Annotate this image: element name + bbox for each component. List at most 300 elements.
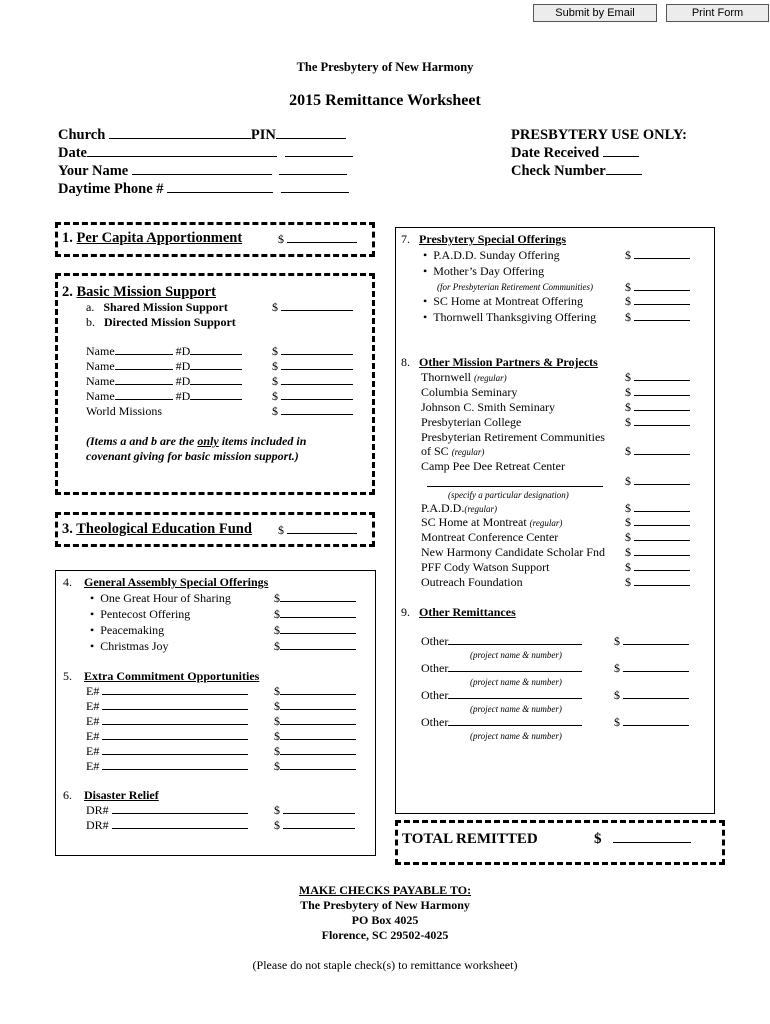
section-9-number: 9. [401, 605, 410, 619]
dollar-sign: $ [625, 415, 631, 429]
padd-amount[interactable] [625, 501, 690, 516]
d-field[interactable] [190, 344, 242, 355]
amount-field[interactable] [281, 389, 353, 400]
section-1-heading [62, 231, 242, 246]
name-row [86, 389, 242, 404]
covenant-note-line-1 [86, 434, 306, 449]
section-3-number: 3. [62, 521, 73, 537]
designation-field[interactable] [427, 476, 603, 487]
dollar-sign: $ [614, 688, 620, 702]
submit-by-email-label: Submit by Email [555, 7, 635, 19]
d-label: #D [175, 374, 191, 388]
name-row [86, 374, 242, 389]
organization-name: The Presbytery of New Harmony [296, 60, 474, 74]
sc-home-row [421, 515, 562, 531]
amount-field[interactable] [287, 232, 357, 243]
dollar-sign: $ [625, 560, 631, 574]
name-field[interactable] [115, 389, 173, 400]
page-title: 2015 Remittance Worksheet [289, 92, 481, 109]
ga-offering-item: • Christmas Joy [90, 639, 169, 653]
pin-field[interactable] [276, 128, 346, 139]
section-1-amount[interactable] [278, 232, 357, 247]
date-received-label: Date Received [511, 145, 600, 161]
dollar-sign: $ [278, 523, 284, 537]
print-form-label: Print Form [691, 7, 744, 19]
directed-mission-label: Directed Mission Support [104, 315, 236, 329]
section-6-heading [63, 788, 159, 803]
dollar-sign: $ [614, 661, 620, 675]
dollar-sign: $ [625, 575, 631, 589]
section-6-number: 6. [63, 788, 72, 802]
name-field[interactable] [115, 374, 173, 385]
submit-by-email-button[interactable] [533, 4, 657, 22]
section-3-title: Theological Education Fund [76, 521, 252, 537]
padd-label: P.A.D.D. [421, 501, 465, 515]
section-4-heading [63, 575, 268, 590]
retirement-amount[interactable] [625, 444, 690, 459]
payable-box: PO Box 4025 [351, 913, 419, 927]
date-label: Date [58, 145, 87, 161]
padd-offering-label: P.A.D.D. Sunday Offering [433, 248, 560, 262]
amount-field[interactable] [634, 501, 690, 512]
e-amount[interactable] [274, 744, 356, 759]
section-5-title: Extra Commitment Opportunities [84, 669, 260, 683]
name-label: Name [86, 359, 115, 373]
other-field[interactable] [448, 634, 582, 645]
dollar-sign: $ [274, 759, 280, 773]
e-amount[interactable] [274, 684, 356, 699]
e-field[interactable] [102, 684, 248, 695]
section-8-number: 8. [401, 355, 410, 369]
note-text: items included in [218, 434, 307, 448]
amount-field[interactable] [634, 310, 690, 321]
note-text: (Items a and b are the [86, 434, 198, 448]
other-label: Other [421, 634, 449, 648]
amount-field[interactable] [280, 684, 356, 695]
other-amount[interactable] [614, 688, 689, 703]
d-label: #D [175, 344, 191, 358]
your-name-row [58, 162, 353, 180]
mothers-day-note: (for Presbyterian Retirement Communities) [437, 282, 594, 292]
dollar-sign: $ [614, 715, 620, 729]
section-7-number: 7. [401, 232, 410, 246]
world-missions-label: World Missions [86, 404, 163, 418]
other-amount[interactable] [614, 661, 689, 676]
dollar-sign: $ [274, 818, 280, 832]
specify-note: (specify a particular designation) [448, 490, 569, 500]
amount-field[interactable] [281, 359, 353, 370]
project-note: (project name & number) [470, 677, 562, 687]
regular-note: (regular) [464, 504, 498, 514]
dollar-sign: $ [272, 404, 278, 418]
shared-mission-amount[interactable] [272, 300, 353, 315]
amount-field[interactable] [634, 294, 690, 305]
amount-field[interactable] [634, 545, 690, 556]
padd-offering-row: • P.A.D.D. Sunday Offering [423, 248, 560, 262]
e-label: E# [86, 684, 100, 698]
daytime-phone-label: Daytime Phone # [58, 181, 164, 197]
payable-name: The Presbytery of New Harmony [300, 898, 470, 912]
other-row [421, 688, 582, 703]
pin-label: PIN [250, 127, 276, 143]
amount-field[interactable] [280, 744, 356, 755]
amount-field[interactable] [623, 661, 689, 672]
section-5-number: 5. [63, 669, 72, 683]
e-row [86, 729, 248, 744]
e-label: E# [86, 744, 100, 758]
padd-offering-amount[interactable] [625, 248, 690, 263]
amount-field[interactable] [634, 530, 690, 541]
staple-note: (Please do not staple check(s) to remittance worksheet) [252, 958, 518, 972]
candidate-amount[interactable] [625, 545, 690, 560]
amount-field[interactable] [280, 639, 356, 650]
dollar-sign: $ [272, 344, 278, 358]
your-name-field[interactable] [132, 164, 272, 175]
columbia-label: Columbia Seminary [421, 385, 518, 399]
dollar-sign: $ [274, 639, 280, 653]
e-amount[interactable] [274, 699, 356, 714]
e-field[interactable] [102, 714, 248, 725]
of-sc-row [421, 444, 484, 460]
name-row [86, 359, 242, 374]
dollar-sign: $ [274, 607, 280, 621]
outreach-amount[interactable] [625, 575, 690, 590]
amount-field[interactable] [287, 523, 357, 534]
amount-field[interactable] [280, 699, 356, 710]
e-field[interactable] [102, 699, 248, 710]
other-row [421, 661, 582, 676]
dollar-sign: $ [274, 744, 280, 758]
amount-field[interactable] [623, 634, 689, 645]
dollar-sign: $ [272, 359, 278, 373]
sc-home-amount[interactable] [625, 515, 690, 530]
presbyterian-college-label: Presbyterian College [421, 415, 522, 429]
amount-field[interactable] [283, 803, 355, 814]
section-1-number: 1. [62, 230, 73, 246]
outreach-label: Outreach Foundation [421, 575, 523, 589]
e-row [86, 714, 248, 729]
item-a-label: a. [86, 300, 95, 314]
covenant-note-line-2: covenant giving for basic mission support.) [86, 449, 299, 463]
section-9-title: Other Remittances [419, 605, 516, 619]
dollar-sign: $ [274, 623, 280, 637]
date-row [58, 144, 353, 162]
section-8-heading [401, 355, 598, 370]
presbytery-use-block [511, 126, 687, 180]
e-amount[interactable] [274, 729, 356, 744]
date-received-field[interactable] [603, 146, 639, 157]
amount-field[interactable] [634, 400, 690, 411]
regular-note: (regular) [451, 447, 485, 457]
d-label: #D [175, 389, 191, 403]
d-field[interactable] [190, 389, 242, 400]
johnson-amount[interactable] [625, 400, 690, 415]
other-row [421, 634, 582, 649]
d-field[interactable] [190, 374, 242, 385]
daytime-phone-row [58, 180, 353, 198]
dollar-sign: $ [625, 294, 631, 308]
project-note: (project name & number) [470, 731, 562, 741]
your-name-label: Your Name [58, 163, 129, 179]
other-amount[interactable] [614, 634, 689, 649]
section-4-title: General Assembly Special Offerings [84, 575, 269, 589]
name-label: Name [86, 344, 115, 358]
dollar-sign: $ [274, 684, 280, 698]
item-b-label: b. [86, 315, 95, 329]
ga-amount[interactable] [274, 623, 356, 638]
amount-field[interactable] [281, 344, 353, 355]
amount-field[interactable] [623, 715, 689, 726]
other-field[interactable] [448, 715, 582, 726]
amount-field[interactable] [634, 280, 690, 291]
amount-field[interactable] [634, 385, 690, 396]
amount-field[interactable] [280, 759, 356, 770]
project-note: (project name & number) [470, 650, 562, 660]
mothers-day-amount[interactable] [625, 280, 690, 295]
dollar-sign: $ [594, 831, 602, 847]
ga-offering-item: • One Great Hour of Sharing [90, 591, 231, 605]
amount-field[interactable] [634, 248, 690, 259]
section-3-heading [62, 522, 252, 537]
shared-mission-row [86, 300, 228, 315]
thornwell-offering-row: • Thornwell Thanksgiving Offering [423, 310, 597, 324]
dollar-sign: $ [625, 515, 631, 529]
dr-row [86, 803, 248, 818]
section-1-title: Per Capita Apportionment [76, 230, 243, 246]
dollar-sign: $ [625, 385, 631, 399]
e-label: E# [86, 729, 100, 743]
dr-field[interactable] [112, 818, 248, 829]
note-only: only [197, 434, 219, 448]
check-number-field[interactable] [606, 164, 642, 175]
other-label: Other [421, 688, 449, 702]
world-missions-amount[interactable] [272, 404, 353, 419]
sc-home-label: SC Home at Montreat [421, 515, 527, 529]
amount-field[interactable] [281, 300, 353, 311]
thornwell-offering-label: Thornwell Thanksgiving Offering [433, 310, 597, 324]
presbytery-use-title: PRESBYTERY USE ONLY: [511, 127, 687, 143]
amount-field[interactable] [280, 714, 356, 725]
thornwell-offering-amount[interactable] [625, 310, 690, 325]
regular-note: (regular) [474, 373, 507, 383]
offering-label: Peacemaking [100, 623, 165, 637]
total-field[interactable] [613, 832, 691, 843]
shared-mission-label: Shared Mission Support [103, 300, 228, 314]
sc-home-offering-amount[interactable] [625, 294, 690, 309]
payable-heading: MAKE CHECKS PAYABLE TO: [298, 883, 472, 897]
amount-field[interactable] [634, 560, 690, 571]
payable-city: Florence, SC 29502-4025 [321, 928, 449, 942]
ga-offering-item: • Peacemaking [90, 623, 165, 637]
section-9-heading [401, 605, 516, 620]
dollar-sign: $ [272, 389, 278, 403]
dollar-sign: $ [274, 591, 280, 605]
dollar-sign: $ [274, 803, 280, 817]
e-field[interactable] [102, 759, 248, 770]
name-amount[interactable] [272, 344, 353, 359]
offering-label: One Great Hour of Sharing [100, 591, 231, 605]
dollar-sign: $ [274, 714, 280, 728]
columbia-amount[interactable] [625, 385, 690, 400]
other-label: Other [421, 715, 449, 729]
e-field[interactable] [102, 744, 248, 755]
dr-label: DR# [86, 818, 109, 832]
amount-field[interactable] [280, 607, 356, 618]
church-row [58, 126, 353, 144]
church-label: Church [58, 127, 106, 143]
e-row [86, 699, 248, 714]
e-label: E# [86, 714, 100, 728]
dr-row [86, 818, 248, 833]
montreat-conf-amount[interactable] [625, 530, 690, 545]
amount-field[interactable] [280, 591, 356, 602]
pff-label: PFF Cody Watson Support [421, 560, 550, 574]
thornwell-amount[interactable] [625, 370, 690, 385]
dollar-sign: $ [278, 232, 284, 246]
offering-label: Christmas Joy [100, 639, 169, 653]
camp-amount[interactable] [625, 474, 690, 489]
name-amount[interactable] [272, 389, 353, 404]
dollar-sign: $ [274, 729, 280, 743]
your-name-field-2[interactable] [279, 164, 347, 175]
project-note: (project name & number) [470, 704, 562, 714]
dollar-sign: $ [625, 545, 631, 559]
e-row [86, 759, 248, 774]
date-field-2[interactable] [285, 146, 353, 157]
retirement-label: Presbyterian Retirement Communities [421, 430, 605, 444]
name-label: Name [86, 374, 115, 388]
section-4-number: 4. [63, 575, 72, 589]
candidate-label: New Harmony Candidate Scholar Fnd [421, 545, 605, 559]
amount-field[interactable] [280, 729, 356, 740]
dollar-sign: $ [625, 501, 631, 515]
ga-amount[interactable] [274, 591, 356, 606]
dollar-sign: $ [625, 474, 631, 488]
dollar-sign: $ [625, 310, 631, 324]
section-5-heading [63, 669, 259, 684]
amount-field[interactable] [623, 688, 689, 699]
dollar-sign: $ [272, 300, 278, 314]
section-8-title: Other Mission Partners & Projects [419, 355, 598, 369]
dr-amount[interactable] [274, 803, 355, 818]
dr-field[interactable] [112, 803, 248, 814]
dollar-sign: $ [274, 699, 280, 713]
sc-home-offering-row: • SC Home at Montreat Offering [423, 294, 583, 308]
amount-field[interactable] [280, 623, 356, 634]
presbyterian-college-amount[interactable] [625, 415, 690, 430]
e-field[interactable] [102, 729, 248, 740]
e-label: E# [86, 759, 100, 773]
e-label: E# [86, 699, 100, 713]
total-amount[interactable] [594, 832, 691, 847]
e-row [86, 744, 248, 759]
other-amount[interactable] [614, 715, 689, 730]
amount-field[interactable] [634, 415, 690, 426]
offering-label: Pentecost Offering [100, 607, 191, 621]
dollar-sign: $ [272, 374, 278, 388]
e-row [86, 684, 248, 699]
amount-field[interactable] [634, 515, 690, 526]
regular-note: (regular) [529, 518, 563, 528]
check-number-label: Check Number [511, 163, 606, 179]
section-2-title: Basic Mission Support [76, 284, 216, 300]
dollar-sign: $ [625, 444, 631, 458]
name-amount[interactable] [272, 374, 353, 389]
section-7-title: Presbytery Special Offerings [419, 232, 567, 246]
mothers-day-row: • Mother’s Day Offering [423, 264, 545, 278]
contact-fields [58, 126, 353, 198]
section-3-amount[interactable] [278, 523, 357, 538]
dollar-sign: $ [625, 400, 631, 414]
of-sc-label: of SC [421, 444, 449, 458]
date-received-row [511, 144, 687, 162]
camp-label: Camp Pee Dee Retreat Center [421, 459, 565, 473]
dr-amount[interactable] [274, 818, 355, 833]
thornwell-row [421, 370, 507, 386]
d-field[interactable] [190, 359, 242, 370]
dollar-sign: $ [625, 370, 631, 384]
ga-amount[interactable] [274, 639, 356, 654]
name-amount[interactable] [272, 359, 353, 374]
dollar-sign: $ [625, 530, 631, 544]
montreat-conf-label: Montreat Conference Center [421, 530, 559, 544]
name-label: Name [86, 389, 115, 403]
section-7-heading [401, 232, 566, 247]
date-field[interactable] [87, 146, 277, 157]
dollar-sign: $ [625, 280, 631, 294]
amount-field[interactable] [283, 818, 355, 829]
daytime-phone-field[interactable] [167, 182, 273, 193]
ga-offering-item: • Pentecost Offering [90, 607, 191, 621]
other-label: Other [421, 661, 449, 675]
thornwell-label: Thornwell [421, 370, 471, 384]
pff-amount[interactable] [625, 560, 690, 575]
d-label: #D [175, 359, 191, 373]
e-amount[interactable] [274, 714, 356, 729]
section-2-heading [62, 285, 216, 300]
church-field[interactable] [109, 128, 251, 139]
other-field[interactable] [448, 661, 582, 672]
total-label: TOTAL REMITTED [402, 831, 538, 847]
mothers-day-label: Mother’s Day Offering [433, 264, 545, 278]
name-field[interactable] [115, 359, 173, 370]
other-field[interactable] [448, 688, 582, 699]
other-row [421, 715, 582, 730]
section-6-title: Disaster Relief [84, 788, 159, 802]
ga-amount[interactable] [274, 607, 356, 622]
amount-field[interactable] [281, 374, 353, 385]
print-form-button[interactable] [666, 4, 769, 22]
dollar-sign: $ [614, 634, 620, 648]
check-number-row [511, 162, 687, 180]
section-2-number: 2. [62, 284, 73, 300]
name-field[interactable] [115, 344, 173, 355]
johnson-label: Johnson C. Smith Seminary [421, 400, 556, 414]
dollar-sign: $ [625, 248, 631, 262]
amount-field[interactable] [634, 370, 690, 381]
dr-label: DR# [86, 803, 109, 817]
e-amount[interactable] [274, 759, 356, 774]
directed-mission-row [86, 315, 236, 330]
daytime-phone-field-2[interactable] [281, 182, 349, 193]
name-row [86, 344, 242, 359]
payable-block [0, 883, 770, 943]
amount-field[interactable] [634, 474, 690, 485]
amount-field[interactable] [281, 404, 353, 415]
amount-field[interactable] [634, 575, 690, 586]
sc-home-offering-label: SC Home at Montreat Offering [433, 294, 583, 308]
amount-field[interactable] [634, 444, 690, 455]
